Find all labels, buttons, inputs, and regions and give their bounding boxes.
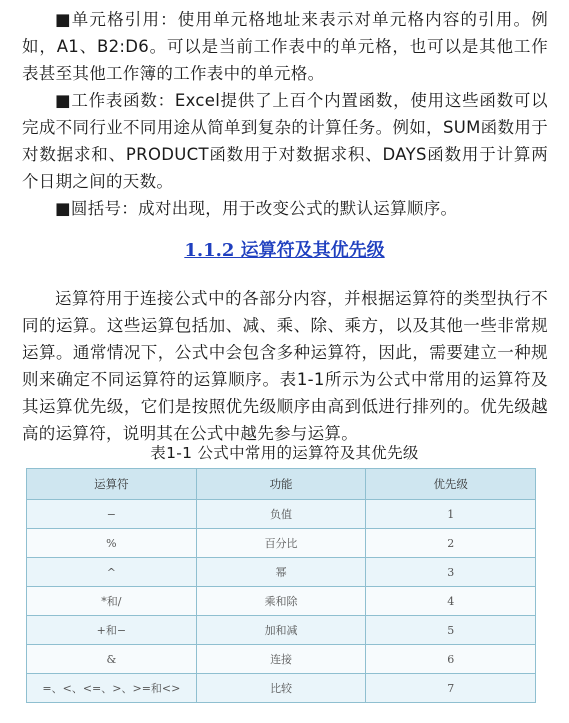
paragraph-operators-intro: 运算符用于连接公式中的各部分内容，并根据运算符的类型执行不同的运算。这些运算包括加、减、乘、除、乘方，以及其他一些非常规运算。通常情况下，公式中会包含多种运算符，因此，需要建立一种规则来确定不同运算符的运算顺序。表1-1所示为公式中常用的运算符及其运算优先级，它们是按照优先级顺序由高到低进行排列的。优先级越高的运算符，说明其在公式中越先参与运算。 xyxy=(22,289,548,443)
table-row xyxy=(27,529,536,558)
cell-function: 连接 xyxy=(196,645,366,674)
cell-function: 比较 xyxy=(196,674,366,703)
header-operator: 运算符 xyxy=(27,469,197,500)
cell-operator: *和/ xyxy=(27,587,197,616)
table-row xyxy=(27,587,536,616)
cell-function: 乘和除 xyxy=(196,587,366,616)
table-caption: 表1-1 公式中常用的运算符及其优先级 xyxy=(150,444,419,462)
cell-priority: 4 xyxy=(366,587,536,616)
section-heading-link[interactable]: 1.1.2 运算符及其优先级 xyxy=(184,240,385,261)
table-row xyxy=(27,645,536,674)
cell-priority: 6 xyxy=(366,645,536,674)
table-row xyxy=(27,616,536,645)
table-row xyxy=(27,500,536,529)
cell-function: 负值 xyxy=(196,500,366,529)
cell-function: 百分比 xyxy=(196,529,366,558)
paragraph-parentheses: ■圆括号：成对出现，用于改变公式的默认运算顺序。 xyxy=(55,199,458,218)
table-row xyxy=(27,674,536,703)
header-function: 功能 xyxy=(196,469,366,500)
table-row xyxy=(27,558,536,587)
cell-priority: 1 xyxy=(366,500,536,529)
cell-function: 幂 xyxy=(196,558,366,587)
operator-priority-table xyxy=(26,468,536,703)
table-header-row xyxy=(27,469,536,500)
cell-priority: 5 xyxy=(366,616,536,645)
cell-priority: 2 xyxy=(366,529,536,558)
paragraph-worksheet-functions: ■工作表函数：Excel提供了上百个内置函数，使用这些函数可以完成不同行业不同用途从简单到复杂的计算任务。例如，SUM函数用于对数据求和、PRODUCT函数用于对数据求积、DAYS函数用于计算两个日期之间的天数。 xyxy=(22,91,548,191)
cell-operator: ^ xyxy=(27,558,197,587)
cell-priority: 7 xyxy=(366,674,536,703)
cell-operator: =、<、<=、>、>=和<> xyxy=(27,674,197,703)
cell-operator: − xyxy=(27,500,197,529)
cell-operator: & xyxy=(27,645,197,674)
paragraph-cell-reference: ■单元格引用：使用单元格地址来表示对单元格内容的引用。例如，A1、B2:D6。可以是当前工作表中的单元格，也可以是其他工作表甚至其他工作簿的工作表中的单元格。 xyxy=(22,10,548,83)
cell-operator: % xyxy=(27,529,197,558)
cell-priority: 3 xyxy=(366,558,536,587)
cell-operator: +和− xyxy=(27,616,197,645)
cell-function: 加和减 xyxy=(196,616,366,645)
header-priority: 优先级 xyxy=(366,469,536,500)
